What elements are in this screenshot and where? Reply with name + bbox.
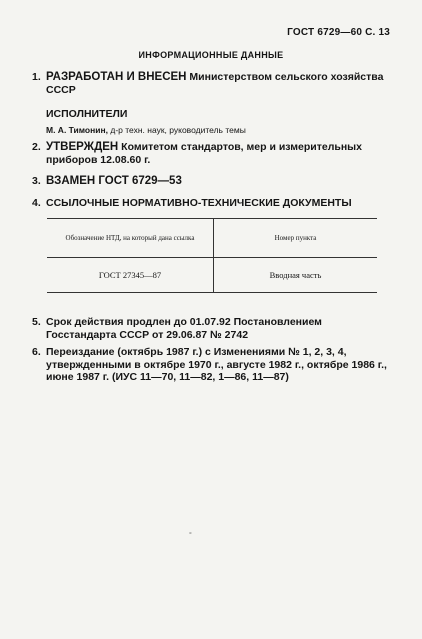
section-1-body: Министерством сельского хозяйства СССР <box>46 71 384 96</box>
section-3 <box>32 175 394 188</box>
references-table <box>47 218 377 293</box>
section-1-number: 1. <box>32 71 41 83</box>
section-3-text: ВЗАМЕН ГОСТ 6729—53 <box>46 175 182 187</box>
section-6 <box>32 346 394 384</box>
table-cell-point: Вводная часть <box>214 258 378 293</box>
section-6-number: 6. <box>32 346 41 358</box>
section-2 <box>32 141 394 166</box>
section-4 <box>32 197 394 210</box>
table-row <box>47 258 377 293</box>
section-5 <box>32 316 394 341</box>
executor-entry <box>46 125 246 135</box>
section-4-number: 4. <box>32 197 41 209</box>
section-6-text: Переиздание (октябрь 1987 г.) с Изменениями № 1, 2, 3, 4, утвержденными в октябре 1970 г., августе 1982 г., октябре 1986 г., июне 1987 г. (ИУС 11—70, 11—82, 1—86, 11—87) <box>46 346 387 383</box>
table-header-document: Обозначение НТД, на который дана ссылка <box>47 219 214 258</box>
section-2-lead: УТВЕРЖДЕН <box>46 141 119 153</box>
section-3-number: 3. <box>32 175 41 187</box>
section-1-text <box>46 71 394 96</box>
table-header-point: Номер пункта <box>214 219 378 258</box>
section-5-text: Срок действия продлен до 01.07.92 Постановлением Госстандарта СССР от 29.06.87 № 2742 <box>46 316 322 341</box>
section-5-number: 5. <box>32 316 41 328</box>
page-mark: ° <box>189 532 192 539</box>
executors-heading: ИСПОЛНИТЕЛИ <box>46 108 128 120</box>
section-1 <box>32 71 394 96</box>
table-header-row <box>47 219 377 258</box>
section-4-text: ССЫЛОЧНЫЕ НОРМАТИВНО-ТЕХНИЧЕСКИЕ ДОКУМЕНТЫ <box>46 197 352 209</box>
section-1-lead: РАЗРАБОТАН И ВНЕСЕН <box>46 71 187 83</box>
section-2-text <box>46 141 394 166</box>
page-header: ГОСТ 6729—60 С. 13 <box>287 27 390 38</box>
executor-role: д-р техн. наук, руководитель темы <box>110 125 246 135</box>
section-2-body: Комитетом стандартов, мер и измерительных приборов 12.08.60 г. <box>46 141 362 166</box>
table-cell-document: ГОСТ 27345—87 <box>47 258 214 293</box>
executor-name: М. А. Тимонин, <box>46 125 108 135</box>
section-2-number: 2. <box>32 141 41 153</box>
page-title: ИНФОРМАЦИОННЫЕ ДАННЫЕ <box>138 50 284 60</box>
